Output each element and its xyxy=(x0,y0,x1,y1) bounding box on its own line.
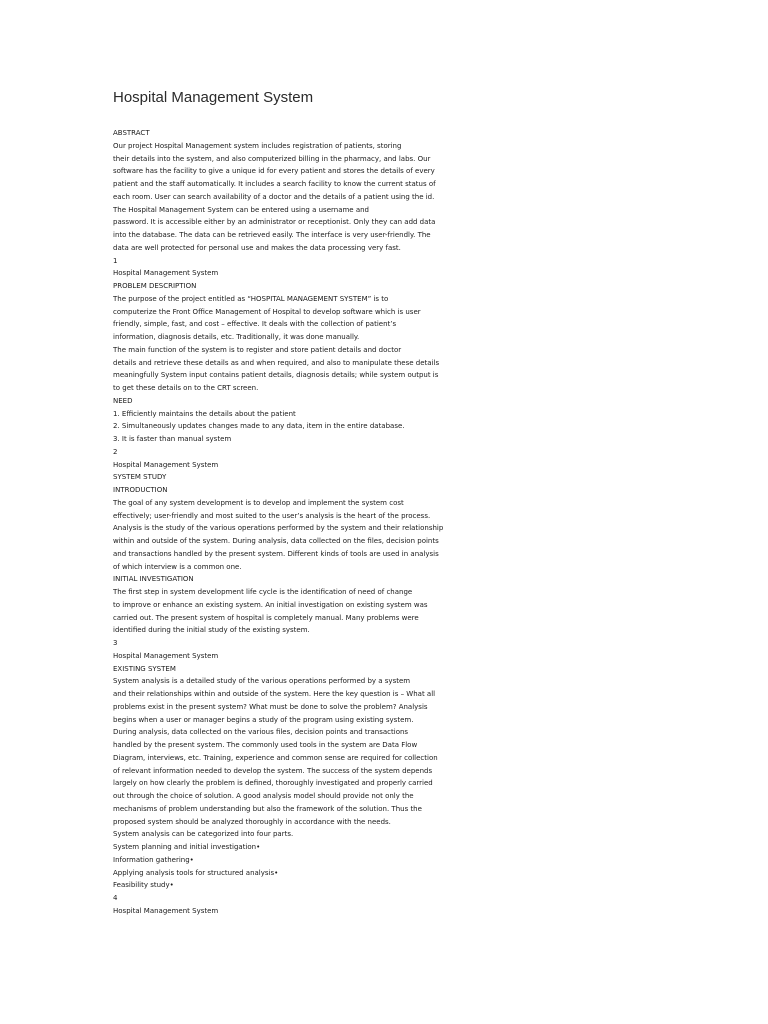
text-line: Analysis is the study of the various operations performed by the system and their relationship xyxy=(113,524,444,533)
text-line: Applying analysis tools for structured analysis• xyxy=(113,868,279,877)
text-line: 2 xyxy=(113,447,118,456)
text-line: of relevant information needed to develop the system. The success of the system depends xyxy=(113,766,433,775)
text-line: SYSTEM STUDY xyxy=(113,473,167,482)
document-text xyxy=(113,127,673,918)
text-line: The main function of the system is to register and store patient details and doctor xyxy=(113,345,402,354)
text-line: carried out. The present system of hospital is completely manual. Many problems were xyxy=(113,613,419,622)
text-line: and their relationships within and outside of the system. Here the key question is – What all xyxy=(113,690,436,698)
text-line: EXISTING SYSTEM xyxy=(113,664,176,673)
text-line: proposed system should be analyzed thoroughly in accordance with the needs. xyxy=(113,817,391,826)
text-line: The goal of any system development is to develop and implement the system cost xyxy=(113,498,404,507)
text-line: 1 xyxy=(113,256,118,265)
text-line: into the database. The data can be retrieved easily. The interface is very user-friendly. The xyxy=(113,231,431,239)
text-line: data are well protected for personal use and makes the data processing very fast. xyxy=(113,243,401,252)
text-line: Hospital Management System xyxy=(113,906,219,915)
text-line: mechanisms of problem understanding but also the framework of the solution. Thus the xyxy=(113,804,422,813)
text-line: password. It is accessible either by an administrator or receptionist. Only they can add data xyxy=(113,218,436,227)
text-line: details and retrieve these details as and when required, and also to manipulate these details xyxy=(113,358,440,367)
text-line: out through the choice of solution. A good analysis model should provide not only the xyxy=(113,792,414,800)
text-line: The first step in system development life cycle is the identification of need of change xyxy=(113,588,413,596)
text-line: begins when a user or manager begins a study of the program using existing system. xyxy=(113,715,414,724)
text-line: to get these details on to the CRT screen. xyxy=(113,384,259,392)
text-line: their details into the system, and also computerized billing in the pharmacy, and labs. Our xyxy=(113,154,431,163)
text-line: problems exist in the present system? What must be done to solve the problem? Analysis xyxy=(113,702,428,711)
text-line: within and outside of the system. During analysis, data collected on the files, decision points xyxy=(113,537,439,545)
text-line: Hospital Management System xyxy=(113,269,219,278)
text-line: handled by the present system. The commonly used tools in the system are Data Flow xyxy=(113,741,418,749)
text-line: During analysis, data collected on the various files, decision points and transactions xyxy=(113,728,409,737)
text-line: INITIAL INVESTIGATION xyxy=(113,575,194,584)
text-line: 1. Efficiently maintains the details about the patient xyxy=(113,409,296,418)
text-line: INTRODUCTION xyxy=(113,486,168,494)
text-line: of which interview is a common one. xyxy=(113,562,242,571)
text-line: Our project Hospital Management system includes registration of patients, storing xyxy=(113,141,402,150)
text-line: System planning and initial investigation• xyxy=(113,843,261,851)
text-line: meaningfully System input contains patient details, diagnosis details; while system output is xyxy=(113,371,439,380)
text-line: information, diagnosis details, etc. Traditionally, it was done manually. xyxy=(113,333,360,341)
text-line: each room. User can search availability of a doctor and the details of a patient using the id. xyxy=(113,192,435,201)
document-title: Hospital Management System xyxy=(113,89,314,106)
text-line: 2. Simultaneously updates changes made to any data, item in the entire database. xyxy=(113,422,405,431)
text-line: Diagram, interviews, etc. Training, experience and common sense are required for collection xyxy=(113,753,438,762)
text-line: software has the facility to give a unique id for every patient and stores the details of every xyxy=(113,167,435,176)
text-line: System analysis can be categorized into four parts. xyxy=(113,830,294,839)
text-line: and transactions handled by the present system. Different kinds of tools are used in analysis xyxy=(113,549,439,558)
text-line: Hospital Management System xyxy=(113,460,219,469)
text-line: Feasibility study• xyxy=(113,881,174,890)
text-line: friendly, simple, fast, and cost – effective. It deals with the collection of patient’s xyxy=(113,320,397,329)
text-line: identified during the initial study of the existing system. xyxy=(113,626,310,635)
text-line: PROBLEM DESCRIPTION xyxy=(113,282,197,290)
text-line: to improve or enhance an existing system. An initial investigation on existing system was xyxy=(113,600,428,609)
text-line: patient and the staff automatically. It includes a search facility to know the current status of xyxy=(113,180,436,188)
text-line: Information gathering• xyxy=(113,855,194,864)
document-body xyxy=(113,88,673,918)
text-line: largely on how clearly the problem is defined, thoroughly investigated and properly carried xyxy=(113,779,433,788)
text-line: NEED xyxy=(113,396,133,405)
text-line: The purpose of the project entitled as “HOSPITAL MANAGEMENT SYSTEM” is to xyxy=(113,294,389,303)
text-line: The Hospital Management System can be entered using a username and xyxy=(113,205,370,214)
text-line: effectively; user-friendly and most suited to the user’s analysis is the heart of the process. xyxy=(113,511,431,520)
text-line: 3 xyxy=(113,639,118,647)
text-line: System analysis is a detailed study of the various operations performed by a system xyxy=(113,677,411,686)
text-line: Hospital Management System xyxy=(113,651,219,660)
text-line: ABSTRACT xyxy=(113,129,150,137)
text-line: 3. It is faster than manual system xyxy=(113,435,232,443)
text-line: 4 xyxy=(113,894,118,902)
text-line: computerize the Front Office Management of Hospital to develop software which is user xyxy=(113,307,421,316)
